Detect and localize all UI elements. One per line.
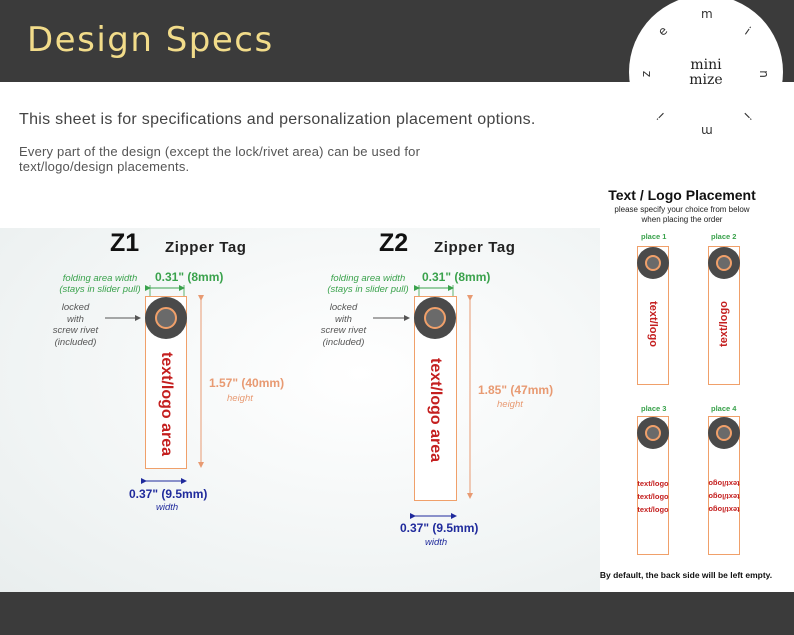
z1-area-text: text/logo area bbox=[158, 351, 175, 457]
placement-subtitle: please specify your choice from below when placing the order bbox=[614, 205, 750, 224]
logo-line-1: mini bbox=[690, 57, 722, 73]
z2-name: Zipper Tag bbox=[434, 239, 516, 256]
placement-title: Text / Logo Placement bbox=[608, 187, 756, 203]
z1-width-value: 0.37" (9.5mm) bbox=[129, 487, 208, 501]
z2-width-label: width bbox=[425, 537, 448, 548]
logo-letter: n bbox=[756, 70, 771, 78]
z2-folding-width: 0.31" (8mm) bbox=[422, 270, 491, 284]
logo-letter: m bbox=[701, 7, 713, 21]
place-4-text-1: text/logo bbox=[708, 479, 740, 488]
logo-letter: z bbox=[639, 70, 654, 78]
z2-height-label: height bbox=[497, 399, 523, 410]
place-1-label: place 1 bbox=[641, 232, 667, 241]
place-2-rivet-hole bbox=[716, 255, 732, 271]
logo-letter: i bbox=[654, 109, 667, 123]
z2-area-text: text/logo area bbox=[427, 357, 444, 463]
place-3-label: place 3 bbox=[641, 404, 667, 413]
footer-bar bbox=[0, 592, 794, 635]
place-3-text-2: text/logo bbox=[637, 492, 669, 501]
z1-width-label: width bbox=[156, 502, 179, 513]
place-2-text: text/logo bbox=[718, 301, 730, 347]
z1-code: Z1 bbox=[110, 229, 140, 257]
place-4-rivet-hole bbox=[716, 425, 732, 441]
place-2-label: place 2 bbox=[711, 232, 737, 241]
z2-folding-note: folding area width (stays in slider pull) bbox=[327, 273, 409, 295]
z2-code: Z2 bbox=[379, 229, 409, 257]
page-title: Design Specs bbox=[27, 20, 274, 60]
z1-lock-note: locked with screw rivet (included) bbox=[52, 302, 99, 348]
place-4-text-2: text/logo bbox=[708, 492, 740, 501]
place-3-rivet-hole bbox=[645, 425, 661, 441]
z1-name: Zipper Tag bbox=[165, 239, 247, 256]
place-4-text-3: text/logo bbox=[708, 505, 740, 514]
z1-height-value: 1.57" (40mm) bbox=[209, 376, 285, 390]
logo-line-2: mize bbox=[689, 72, 723, 88]
place-1-rivet-hole bbox=[645, 255, 661, 271]
place-1-text: text/logo bbox=[647, 301, 659, 347]
place-3-text-3: text/logo bbox=[637, 505, 669, 514]
z1-height-label: height bbox=[227, 393, 253, 404]
z2-width-value: 0.37" (9.5mm) bbox=[400, 521, 479, 535]
logo-letter: e bbox=[655, 23, 671, 39]
intro-line-2: Every part of the design (except the lock/rivet area) can be used for text/logo/design placements. bbox=[19, 144, 421, 174]
z2-lock-note: locked with screw rivet (included) bbox=[320, 302, 367, 348]
intro-line-1: This sheet is for specifications and personalization placement options. bbox=[19, 111, 536, 128]
logo-letter: i bbox=[741, 109, 754, 123]
z1-folding-width: 0.31" (8mm) bbox=[155, 270, 224, 284]
logo-letter: m bbox=[701, 124, 713, 138]
z2-height-value: 1.85" (47mm) bbox=[478, 383, 554, 397]
place-3-text-1: text/logo bbox=[637, 479, 669, 488]
placement-footer: By default, the back side will be left empty. bbox=[599, 570, 773, 580]
logo-letter: i bbox=[742, 24, 754, 38]
place-4-label: place 4 bbox=[711, 404, 737, 413]
z1-folding-note: folding area width (stays in slider pull) bbox=[59, 273, 141, 295]
